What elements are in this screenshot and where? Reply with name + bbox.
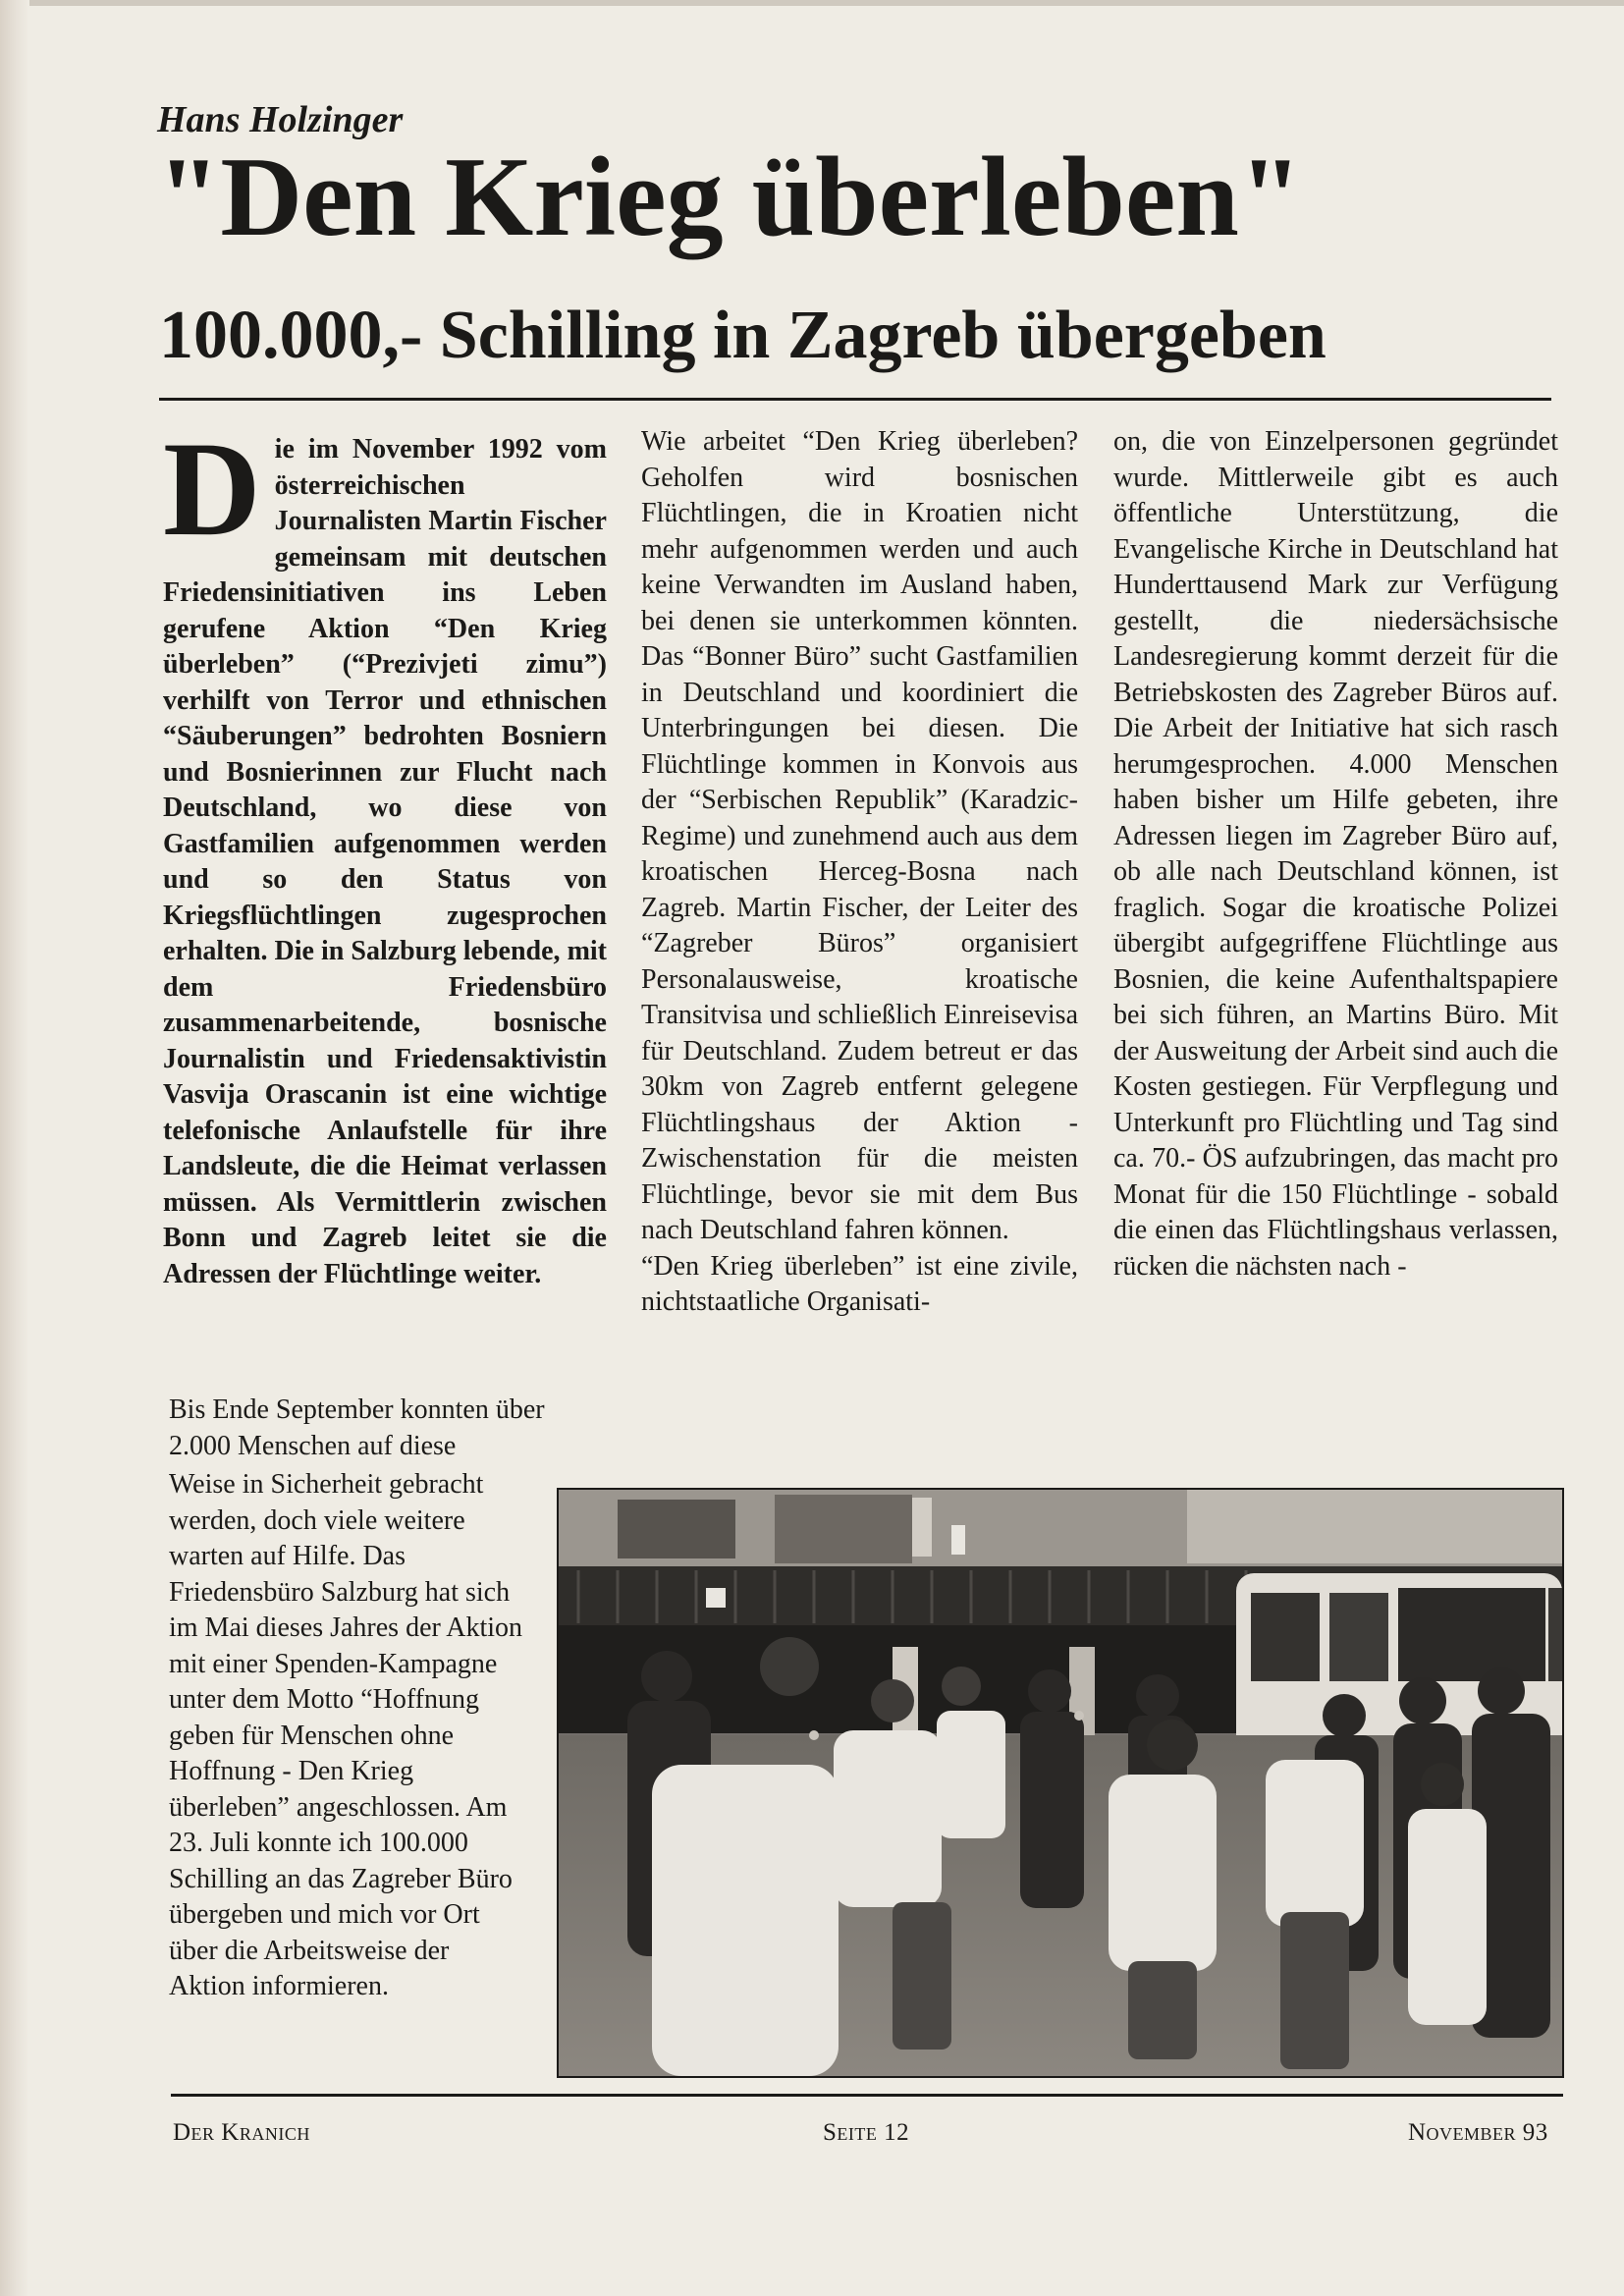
drop-cap: D bbox=[163, 413, 261, 564]
footer-publication: Der Kranich bbox=[173, 2119, 310, 2146]
refugees-bus-photo bbox=[557, 1488, 1564, 2078]
page-binding-edge bbox=[0, 0, 29, 2296]
column-1-body-a: Bis Ende September konnten über 2.000 Menschen auf diese bbox=[169, 1394, 545, 1461]
column-1-lead-text: ie im November 1992 vom österreichischen Journalisten Martin Fischer gemeinsam mit deutschen Friedensinitiativen ins Leben gerufene Aktion “Den Krieg überleben” (“Prezivjeti zimu”) verhilft von Terror und ethnischen “Säuberungen” bedrohten Bosniern und Bosnierinnen zur Flucht nach Deutschland, wo diese von Gastfamilien aufgenommen werden und so den Status von Kriegsflüchtlingen zugesprochen erhalten. Die in Salzburg lebende, mit dem Friedensbüro zusammenarbeitende, bosnische Journalistin und Friedensaktivistin Vasvija Orascanin ist eine wichtige telefonische Anlaufstelle für ihre Landsleute, die die Heimat verlassen müssen. Als Vermittlerin zwischen Bonn und Zagreb leitet sie die Adressen der Flüchtlinge weiter. bbox=[163, 434, 607, 1289]
footer-divider bbox=[171, 2094, 1563, 2097]
column-3-text: on, die von Einzelpersonen gegründet wurde. Mittlerweile gibt es auch öffentliche Unterstützung, die Evangelische Kirche in Deutschland hat Hunderttausend Mark zur Verfügung gestellt, die niedersächsische Landesregierung kommt derzeit für die Betriebskosten des Zagreber Büros auf. Die Arbeit der Initiative hat sich rasch herumgesprochen. 4.000 Menschen haben bisher um Hilfe gebeten, ihre Adressen liegen im Zagreber Büro auf, ob alle nach Deutschland können, ist fraglich. Sogar die kroatische Polizei übergibt aufgegriffene Flüchtlinge aus Bosnien, die keine Aufenthaltspapiere bei sich führen, an Martins Büro. Mit der Ausweitung der Arbeit sind auch die Kosten gestiegen. Für Verpflegung und Unterkunft pro Flüchtling und Tag sind ca. 70.- ÖS aufzubringen, das macht pro Monat für die 150 Flüchtlinge - sobald die einen das Flüchtlingshaus verlassen, rücken die nächsten nach - bbox=[1113, 426, 1558, 1282]
column-2-paragraph-b: “Den Krieg überleben” ist eine zivile, nichtstaatliche Organisati- bbox=[641, 1250, 1078, 1317]
column-1-body-b: Weise in Sicherheit gebracht werden, doch viele weitere warten auf Hilfe. Das Friedensbüro Salzburg hat sich im Mai dieses Jahres der Aktion mit einer Spenden-Kampagne unter dem Motto “Hoffnung geben für Menschen ohne Hoffnung - Den Krieg überleben” angeschlossen. Am 23. Juli konnte ich 100.000 Schilling an das Zagreber Büro übergeben und mich vor Ort über die Arbeitsweise der Aktion informieren. bbox=[169, 1469, 523, 2001]
footer-date: November 93 bbox=[1408, 2119, 1548, 2146]
page-top-edge bbox=[0, 0, 1624, 6]
footer-page-number: Seite 12 bbox=[823, 2119, 910, 2146]
header-divider bbox=[159, 398, 1551, 401]
article-author: Hans Holzinger bbox=[157, 99, 404, 140]
column-2-paragraph: Wie arbeitet “Den Krieg überleben? Geholfen wird bosnischen Flüchtlingen, die in Kroatien nicht mehr aufgenommen werden und auch keine Verwandten im Ausland haben, bei denen sie unterkommen könnten. Das “Bonner Büro” sucht Gastfamilien in Deutschland und koordiniert die Unterbringungen bei diesen. Die Flüchtlinge kommen in Konvois aus der “Serbischen Republik” (Karadzic-Regime) und zunehmend auch aus dem kroatischen Herceg-Bosna nach Zagreb. Martin Fischer, der Leiter des “Zagreber Büros” organisiert Personalausweise, kroatische Transitvisa und schließlich Einreisevisa für Deutschland. Zudem betreut er das 30km von Zagreb entfernt gelegene Flüchtlingshaus der Aktion - Zwischenstation für die meisten Flüchtlinge, bevor sie mit dem Bus nach Deutschland fahren können. bbox=[641, 426, 1078, 1245]
article-title: "Den Krieg überleben" bbox=[157, 135, 1303, 260]
column-1-lead bbox=[163, 413, 607, 1292]
column-2-text bbox=[641, 424, 1078, 1321]
photo-illustration bbox=[559, 1490, 1562, 2076]
article-subtitle: 100.000,- Schilling in Zagreb übergeben bbox=[159, 298, 1326, 373]
